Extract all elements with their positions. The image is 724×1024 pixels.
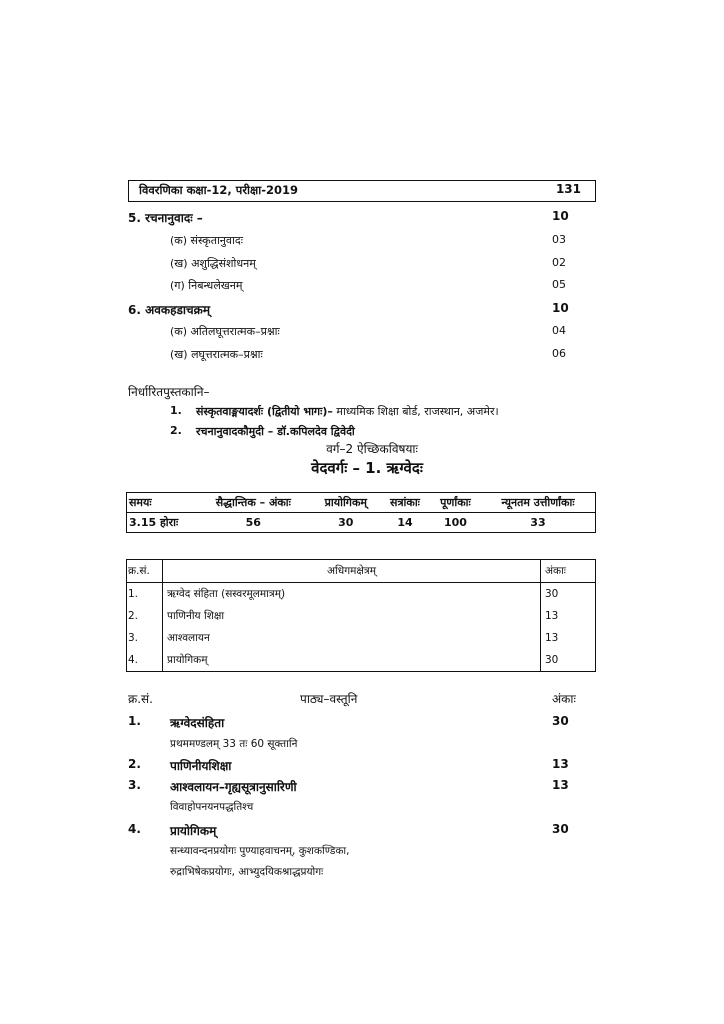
table-row [127, 560, 596, 583]
book-1-number: 1. [170, 404, 182, 417]
table-cell: 30 [545, 588, 559, 600]
section-6-item: (क) अतिलघूत्तरात्मक–प्रश्नाः [170, 325, 280, 338]
section-6-marks: 10 [552, 301, 569, 315]
table-cell: पाणिनीय शिक्षा [163, 605, 541, 627]
learning-area-table [126, 559, 596, 672]
content-item-title: ऋग्वेदसंहिता [170, 716, 225, 730]
content-item-description: विवाहोपनयनपद्धतिश्च [170, 801, 254, 813]
table-header-cell: पूर्णांकाः [430, 493, 481, 513]
content-item-title: आश्वलायन–गृह्यसूत्रानुसारिणी [170, 780, 297, 794]
content-item-marks: 13 [552, 757, 569, 771]
section-6-item-marks: 04 [552, 324, 566, 337]
table-cell: 1. [127, 583, 163, 606]
table-cell: 14 [397, 516, 413, 529]
table-row [127, 649, 596, 672]
section-5-title: 5. रचनानुवादः – [128, 211, 203, 225]
content-header-number: क्र.सं. [128, 692, 153, 706]
header-title: विवरणिका कक्षा-12, परीक्षा-2019 [139, 183, 298, 197]
section-5-item-marks: 03 [552, 233, 566, 246]
table-cell: आश्वलायन [163, 627, 541, 649]
table-cell: 3.15 होराः [129, 516, 179, 529]
subject-heading: वेदवर्गः – 1. ऋग्वेदः [311, 459, 423, 477]
book-2-number: 2. [170, 424, 182, 437]
book-1-publisher: माध्यमिक शिक्षा बोर्ड, राजस्थान, अजमेर। [332, 405, 499, 418]
table-cell: प्रायोगिकम् [163, 649, 541, 672]
section-6-item-marks: 06 [552, 347, 566, 360]
content-item-description: प्रथममण्डलम् 33 तः 60 सूक्तानि [170, 738, 298, 750]
content-item-number: 4. [128, 822, 141, 836]
table-cell: ऋग्वेद संहिता (सस्वरमूलमात्रम्) [163, 583, 541, 606]
table-header-cell: अधिगमक्षेत्रम् [163, 560, 541, 583]
section-5-marks: 10 [552, 209, 569, 223]
table-cell: 56 [245, 516, 261, 529]
content-item-marks: 30 [552, 714, 569, 728]
content-item-title: प्रायोगिकम् [170, 824, 217, 838]
table-header-cell: क्र.सं. [127, 560, 163, 583]
section-5-item: (क) संस्कृतानुवादः [170, 234, 243, 247]
section-6-item: (ख) लघूत्तरात्मक–प्रश्नाः [170, 348, 263, 361]
table-cell: 4. [127, 649, 163, 672]
books-heading: निर्धारितपुस्तकानि– [128, 385, 210, 399]
table-cell: 30 [545, 654, 559, 666]
table-row [127, 583, 596, 606]
table-cell: 13 [545, 632, 559, 644]
marks-table [126, 492, 596, 533]
book-1-title: संस्कृतवाङ्मयादर्शः (द्वितीयो भागः)– [196, 405, 333, 418]
book-1 [196, 404, 499, 419]
page-number: 131 [555, 182, 581, 196]
content-item-number: 1. [128, 714, 141, 728]
table-header-cell: समयः [127, 493, 196, 513]
content-item-number: 2. [128, 757, 141, 771]
table-header-cell: अंकाः [541, 560, 596, 583]
table-header-cell: सत्रांकाः [380, 493, 430, 513]
content-header-title: पाठ्य–वस्तूनि [300, 692, 358, 706]
table-row [127, 627, 596, 649]
table-cell: 3. [127, 627, 163, 649]
table-cell: 100 [443, 516, 467, 529]
content-item-description: रुद्राभिषेकप्रयोगः, आभ्युदयिकश्राद्धप्रयोगः [170, 866, 324, 878]
table-row [127, 493, 596, 513]
section-6-title: 6. अवकहडाचक्रम् [128, 303, 211, 317]
section-5-item: (ख) अशुद्धिसंशोधनम् [170, 257, 256, 270]
table-header-cell: प्रायोगिकम् [312, 493, 380, 513]
table-header-cell: न्यूनतम उत्तीर्णांकाः [481, 493, 596, 513]
content-item-title: पाणिनीयशिक्षा [170, 759, 232, 773]
table-cell: 30 [338, 516, 354, 529]
section-5-item-marks: 05 [552, 278, 566, 291]
table-header-cell: सैद्धान्तिक – अंकाः [195, 493, 312, 513]
table-cell: 33 [530, 516, 546, 529]
table-cell: 13 [545, 610, 559, 622]
page-header [128, 180, 596, 202]
group-heading: वर्ग–2 ऐच्छिकविषयाः [326, 442, 418, 456]
table-row [127, 605, 596, 627]
content-header-marks: अंकाः [552, 692, 576, 706]
table-row [127, 513, 596, 533]
section-5-item: (ग) निबन्धलेखनम् [170, 279, 243, 292]
content-item-number: 3. [128, 778, 141, 792]
content-item-description: सन्ध्यावन्दनप्रयोगः पुण्याहवाचनम्, कुशकण्डिका, [170, 845, 350, 857]
content-item-marks: 13 [552, 778, 569, 792]
section-5-item-marks: 02 [552, 256, 566, 269]
content-item-marks: 30 [552, 822, 569, 836]
table-cell: 2. [127, 605, 163, 627]
book-2-title: रचनानुवादकौमुदी – डॉ.कपिलदेव द्विवेदी [196, 425, 355, 438]
